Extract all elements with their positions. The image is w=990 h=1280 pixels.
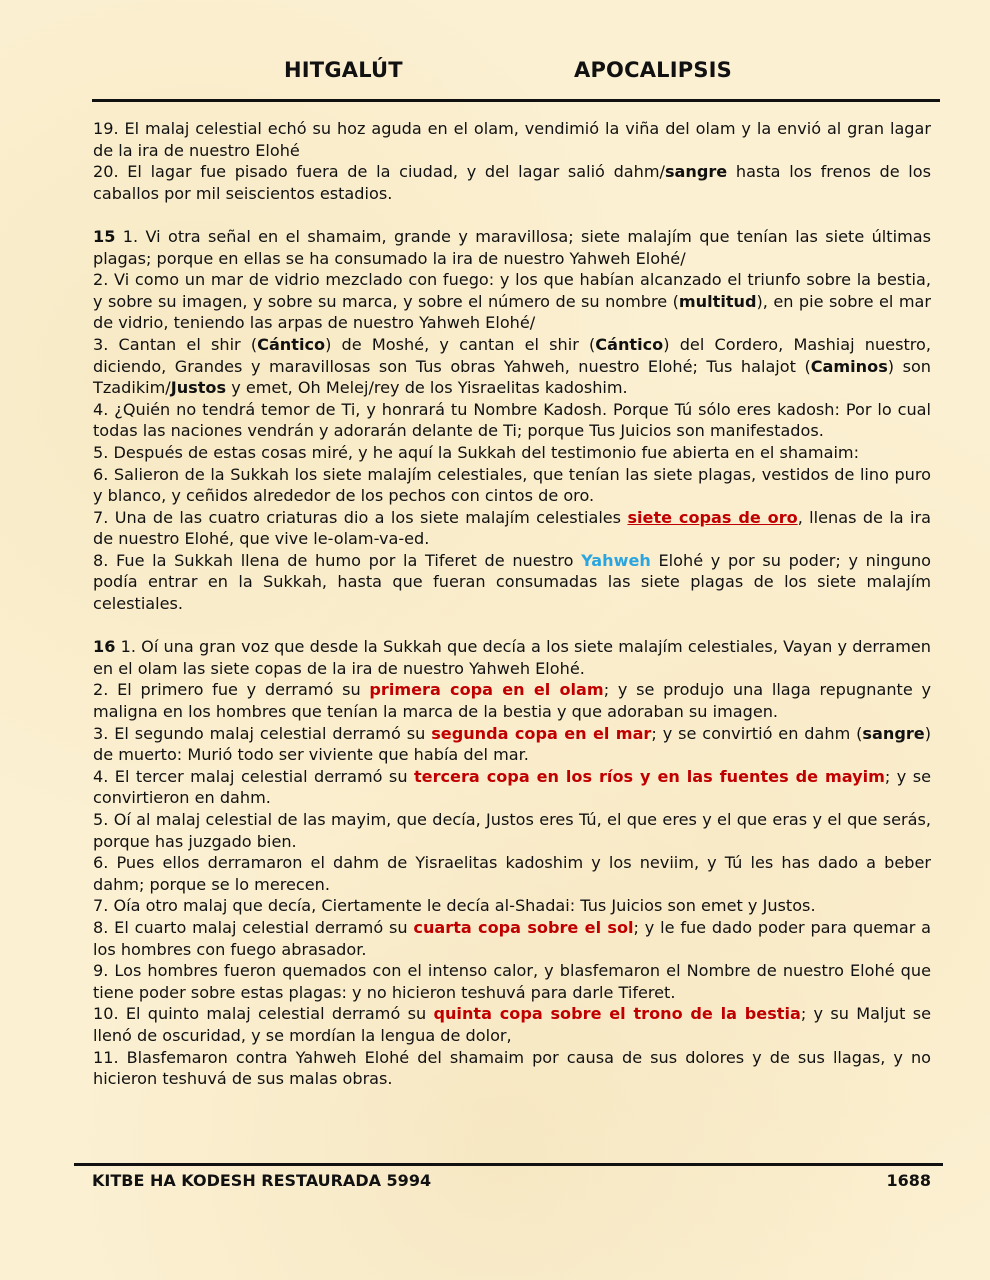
verse-15-2 [93,269,931,334]
verse-text: , llenas de la ira de nuestro Elohé, que vive le-olam-va-ed. [93,507,931,549]
book-title-hebrew: HITGALÚT [284,58,403,82]
spacer [93,204,931,226]
verse-text: ) de muerto: Murió todo ser viviente que había del mar. [93,723,931,765]
emphasis-word: Cántico [595,334,664,354]
book-title-spanish: APOCALIPSIS [574,58,733,82]
verse-text: hasta los frenos de los caballos por mil seiscientos estadios. [93,162,931,203]
verse-text: ; y le fue dado poder para quemar a los hombres con fuego abrasador. [93,917,931,959]
verse-15-7 [93,507,931,550]
verse-15-8 [93,550,931,615]
verse-text: 2. El primero fue y derramó su [93,680,370,700]
verse-text: y emet, Oh Melej/rey de los Yisraelitas kadoshim. [226,378,628,398]
verse-14-19 [93,118,931,161]
verse-text: 8. Fue la Sukkah llena de humo por la Tiferet de nuestro [93,550,582,570]
verse-text: 5. Oí al malaj celestial de las mayim, que decía, Justos eres Tú, el que eres y el que eras y el que serás, porque has juzgado bien. [93,810,931,851]
verse-text: ) del Cordero, Mashiaj nuestro, diciendo, Grandes y maravillosas son Tus obras Yahweh, nuestro Elohé; Tus halajot ( [93,334,931,376]
verse-text: ) son Tzadikim/ [93,356,931,398]
verse-text: ; y se convirtieron en dahm. [93,766,931,808]
highlight-red-underlined: siete copas de oro [627,507,798,527]
footer-divider [74,1163,943,1166]
verse-text: 1. Vi otra señal en el shamaim, grande y maravillosa; siete malajím que tenían las siete últimas plagas; porque en ellas se ha consumado la ira de nuestro Yahweh Elohé/ [93,226,931,268]
verse-16-4 [93,766,931,809]
highlight-red: primera copa en el olam [369,680,604,700]
verse-16-8 [93,917,931,960]
highlight-red: tercera copa en los ríos y en las fuentes de mayim [413,766,885,786]
verse-text: 19. El malaj celestial echó su hoz aguda en el olam, vendimió la viña del olam y la envió al gran lagar de la ira de nuestro Elohé [93,119,931,160]
verse-14-20 [93,161,931,204]
footer-title: KITBE HA KODESH RESTAURADA 5994 [92,1171,432,1190]
verse-text: 2. Vi como un mar de vidrio mezclado con fuego: y los que habían alcanzado el triunfo sobre la bestia, y sobre su imagen, y sobre su marca, y sobre el número de su nombre ( [93,270,931,311]
verse-text: 11. Blasfemaron contra Yahweh Elohé del shamaim por causa de sus dolores y de sus llagas, y no hicieron teshuvá de sus malas obras. [93,1047,931,1089]
verse-text: 10. El quinto malaj celestial derramó su [93,1004,434,1024]
verse-15-4 [93,399,931,442]
verse-16-7 [93,895,931,917]
verse-text: 7. Oía otro malaj que decía, Ciertamente le decía al-Shadai: Tus Juicios son emet y Justos. [93,896,816,916]
verse-text: 6. Salieron de la Sukkah los siete malajím celestiales, que tenían las siete plagas, vestidos de lino puro y blanco, y ceñidos alrededor de los pechos con cintos de oro. [93,464,931,506]
verse-16-6 [93,852,931,895]
header-divider [92,99,940,102]
verse-16-5 [93,809,931,852]
verse-15-3 [93,334,931,399]
verse-text: 20. El lagar fue pisado fuera de la ciudad, y del lagar salió dahm/ [93,162,665,182]
emphasis-word: sangre [664,162,728,182]
verse-text: 8. El cuarto malaj celestial derramó su [93,917,414,937]
verse-text: ; y se produjo una llaga repugnante y maligna en los hombres que tenían la marca de la bestia y que adoraban su imagen. [93,680,931,722]
verse-16-10 [93,1003,931,1046]
scripture-text [93,118,931,1090]
verse-16-2 [93,679,931,722]
verse-text: 4. El tercer malaj celestial derramó su [93,766,414,786]
emphasis-word: Caminos [810,356,888,376]
verse-text: 9. Los hombres fueron quemados con el intenso calor, y blasfemaron el Nombre de nuestro Elohé que tiene poder sobre estas plagas: y no hicieron teshuvá para darle Tiferet. [93,961,931,1002]
emphasis-word: Justos [170,378,227,398]
verse-text: 7. Una de las cuatro criaturas dio a los siete malajím celestiales [93,507,628,527]
verse-text: 3. Cantan el shir ( [93,334,258,354]
verse-text: 3. El segundo malaj celestial derramó su [93,723,432,743]
verse-15-1 [93,226,931,269]
emphasis-word: multitud [678,291,757,311]
verse-text: ; y su Maljut se llenó de oscuridad, y se mordían la lengua de dolor, [93,1004,932,1045]
chapter-number: 16 [93,637,116,657]
spacer [93,615,931,637]
verse-15-6 [93,464,931,507]
verse-text: ) de Moshé, y cantan el shir ( [325,334,596,354]
verse-16-1 [93,636,931,679]
verse-text: Elohé y por su poder; y ninguno podía entrar en la Sukkah, hasta que fueran consumadas las siete plagas de los siete malajím celestiales. [93,550,932,614]
highlight-red: cuarta copa sobre el sol [413,917,634,937]
emphasis-word: sangre [862,723,925,743]
verse-text: 1. Oí una gran voz que desde la Sukkah que decía a los siete malajím celestiales, Vayan y derramen en el olam las siete copas de la ira de nuestro Yahweh Elohé. [93,637,931,678]
highlight-red: segunda copa en el mar [431,723,652,743]
verse-text: 4. ¿Quién no tendrá temor de Ti, y honrará tu Nombre Kadosh. Porque Tú sólo eres kadosh: Por lo cual todas las naciones vendrán y adorarán delante de Ti; porque Tus Juicios son manifestados. [93,399,931,441]
verse-15-5 [93,442,931,464]
highlight-blue: Yahweh [581,550,651,570]
verse-16-9 [93,960,931,1003]
verse-16-3 [93,723,931,766]
page-number: 1688 [886,1171,931,1190]
verse-text: 6. Pues ellos derramaron el dahm de Yisraelitas kadoshim y los neviim, y Tú les has dado a beber dahm; porque se lo merecen. [93,853,931,894]
page-header [92,58,940,94]
verse-text: 5. Después de estas cosas miré, y he aquí la Sukkah del testimonio fue abierta en el shamaim: [93,442,860,462]
emphasis-word: Cántico [257,334,326,354]
verse-text: ), en pie sobre el mar de vidrio, teniendo las arpas de nuestro Yahweh Elohé/ [93,291,931,333]
verse-text: ; y se convirtió en dahm ( [651,723,863,743]
verse-16-11 [93,1047,931,1090]
highlight-red: quinta copa sobre el trono de la bestia [433,1004,801,1024]
chapter-number: 15 [93,226,116,246]
